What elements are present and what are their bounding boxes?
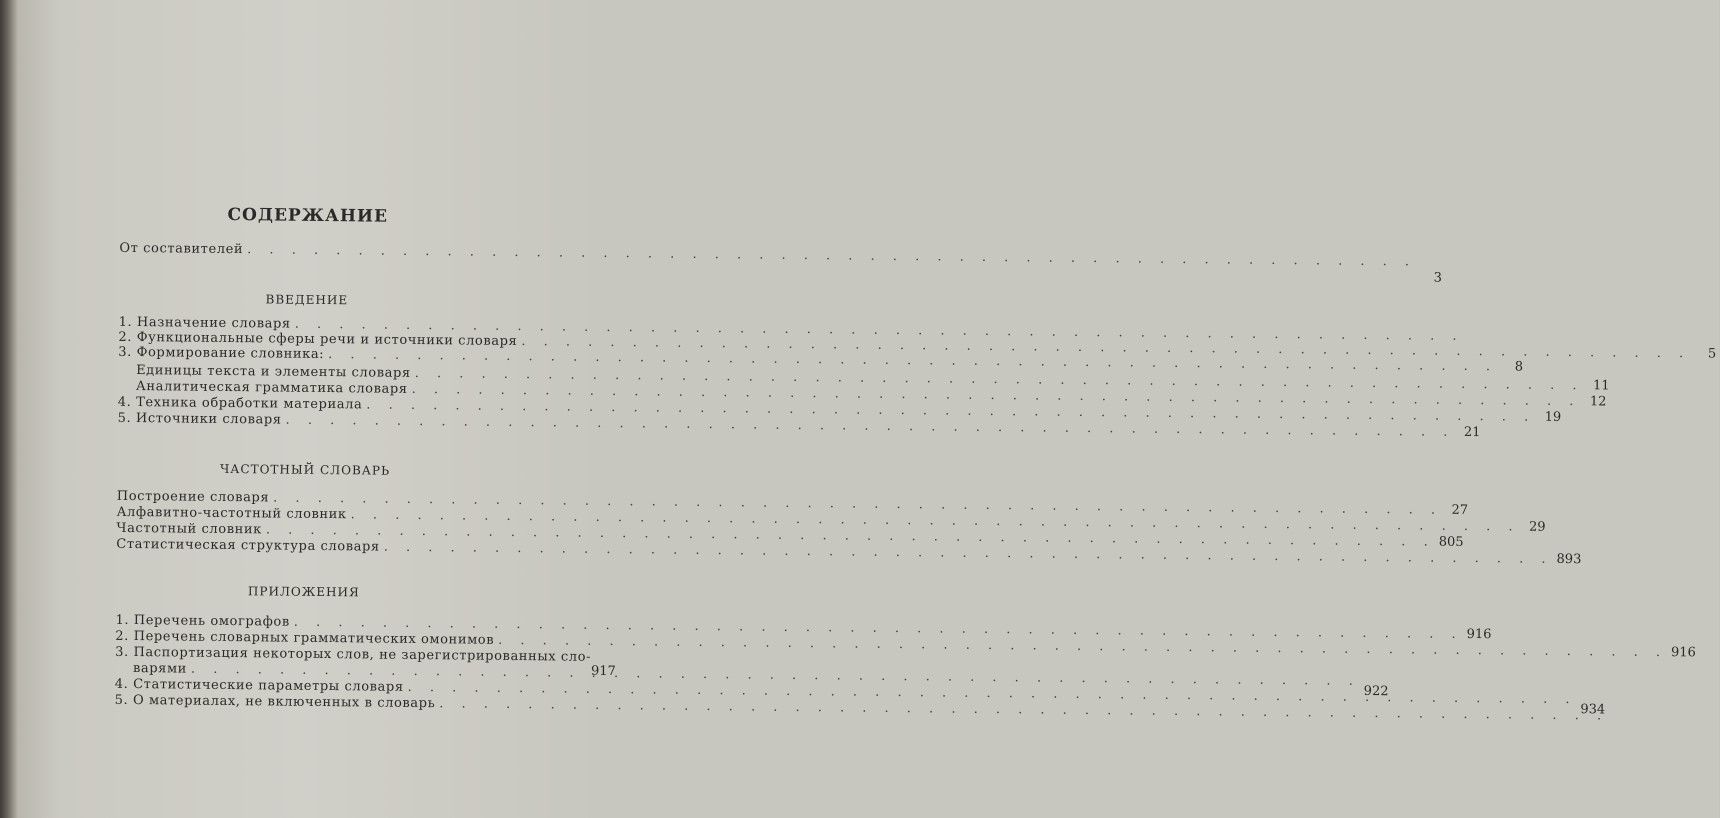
section-heading-appendices: ПРИЛОЖЕНИЯ <box>247 584 360 600</box>
toc-entry: 2. Перечень словарных грамматических омонимов . . . 916 <box>115 629 555 649</box>
toc-entry: варями . . . 922 <box>133 661 555 680</box>
toc-entry: 1. Назначение словаря . . . <box>119 315 559 335</box>
toc-entry: 4. Техника обработки материала . . . 19 <box>118 395 558 415</box>
toc-entry: Построение словаря . . . 27 <box>117 489 557 509</box>
toc-entry: Аналитическая грамматика словаря . . . 12 <box>136 379 558 398</box>
toc-entry: Частотный словник . . . 805 <box>116 521 556 541</box>
toc-entry: Единицы текста и элементы словаря . . . 11 <box>136 363 558 382</box>
toc-entry: 2. Функциональные сферы речи и источники словаря . . . 5 <box>118 330 558 350</box>
toc-entry: 5. Источники словаря . . . 21 <box>118 411 558 431</box>
toc-entry: 5. О материалах, не включенных в словарь . . . <box>115 693 555 713</box>
toc-entry-preface: От составителей . . . 3 <box>119 241 559 261</box>
section-heading-frequency: ЧАСТОТНЫЙ СЛОВАРЬ <box>219 461 391 478</box>
toc-entry: 4. Статистические параметры словаря . . . 934 <box>115 677 555 697</box>
toc-page <box>32 0 1717 806</box>
page-title: СОДЕРЖАНИЕ <box>227 204 389 227</box>
toc-entry: 1. Перечень омографов . . . 916 <box>115 613 555 633</box>
toc-entry: Статистическая структура словаря . . . 893 <box>116 537 556 557</box>
toc-entry: 3. Паспортизация некоторых слов, не зарегистрированных сло- 917 <box>115 644 616 680</box>
toc-entry: Алфавитно-частотный словник . . . 29 <box>117 505 557 525</box>
toc-entry: 3. Формирование словника: . . . 8 <box>118 345 558 365</box>
section-heading-intro: ВВЕДЕНИЕ <box>265 292 349 308</box>
